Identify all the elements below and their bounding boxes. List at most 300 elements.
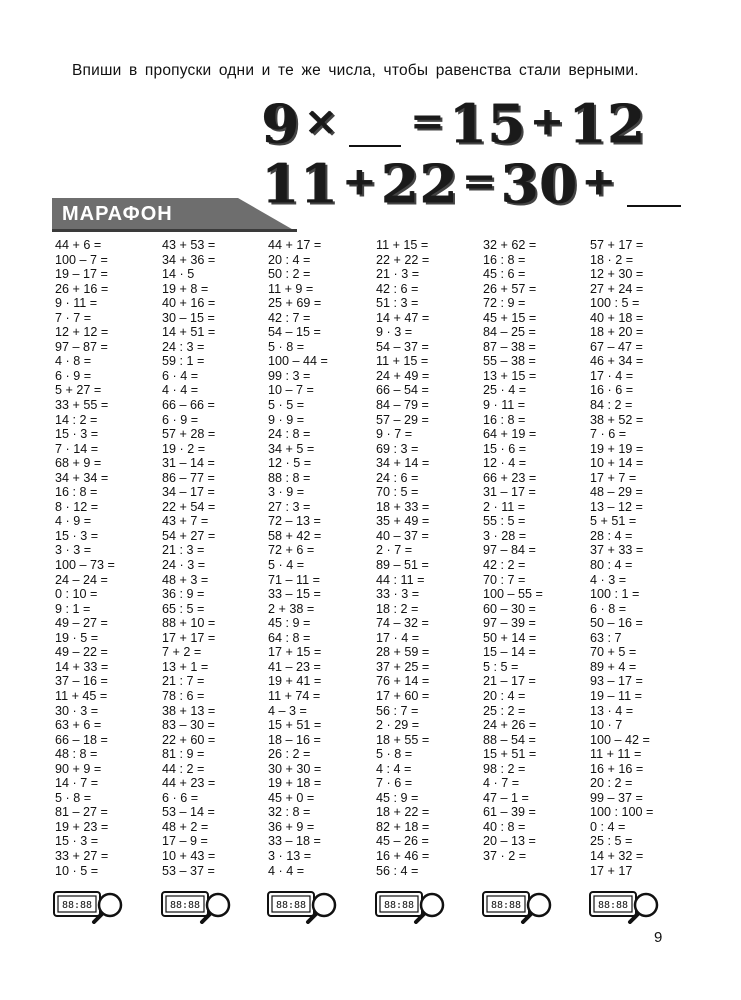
exercise-item: 22 + 22 = [376, 252, 430, 267]
exercise-item: 9 · 11 = [483, 398, 526, 413]
exercise-columns [0, 238, 741, 888]
exercise-item: 3 · 13 = [268, 848, 312, 863]
exercise-column-5 [483, 238, 543, 864]
exercise-item: 40 + 18 = [590, 310, 644, 325]
exercise-item: 66 – 66 = [162, 398, 215, 413]
exercise-item: 47 – 1 = [483, 790, 529, 805]
puzzle1-number-15: 15 [449, 92, 527, 156]
exercise-item: 32 + 62 = [483, 238, 537, 252]
exercise-item: 10 + 14 = [590, 456, 644, 471]
exercise-item: 11 + 15 = [376, 354, 429, 369]
exercise-item: 12 · 5 = [268, 456, 312, 471]
exercise-item: 57 – 29 = [376, 412, 429, 427]
exercise-item: 5 · 5 = [268, 398, 305, 413]
exercise-item: 14 + 32 = [590, 848, 644, 863]
svg-text:88:88: 88:88 [597, 900, 629, 911]
exercise-item: 4 : 4 = [376, 761, 412, 776]
exercise-item: 5 · 4 = [268, 558, 305, 573]
exercise-item: 15 · 3 = [55, 528, 99, 543]
exercise-item: 13 + 15 = [483, 368, 537, 383]
exercise-item: 11 + 45 = [55, 688, 108, 703]
exercise-item: 19 + 19 = [590, 441, 644, 456]
exercise-item: 30 · 3 = [55, 703, 99, 718]
exercise-item: 81 – 27 = [55, 805, 108, 820]
exercise-item: 9 · 7 = [376, 427, 413, 442]
exercise-item: 20 – 13 = [483, 834, 536, 849]
exercise-item: 17 + 17 = [162, 630, 216, 645]
exercise-item: 63 : 7 [590, 630, 622, 645]
exercise-item: 9 · 3 = [376, 325, 413, 340]
exercise-item: 74 – 32 = [376, 616, 429, 631]
exercise-item: 51 : 3 = [376, 296, 419, 311]
exercise-item: 33 + 27 = [55, 848, 109, 863]
exercise-item: 2 + 38 = [268, 601, 315, 616]
exercise-item: 6 · 8 = [590, 601, 627, 616]
exercise-item: 45 – 26 = [376, 834, 429, 849]
exercise-column-2 [162, 238, 215, 878]
exercise-item: 14 + 33 = [55, 659, 109, 674]
exercise-item: 5 : 5 = [483, 659, 519, 674]
exercise-item: 36 : 9 = [162, 587, 205, 602]
exercise-item: 42 : 7 = [268, 310, 311, 325]
exercise-column-1 [55, 238, 115, 878]
exercise-item: 31 – 14 = [162, 456, 215, 471]
exercise-item: 66 + 23 = [483, 470, 537, 485]
exercise-item: 97 – 39 = [483, 616, 536, 631]
exercise-item: 46 + 34 = [590, 354, 644, 369]
exercise-item: 40 : 8 = [483, 819, 526, 834]
exercise-item: 34 + 34 = [55, 470, 109, 485]
exercise-item: 4 · 8 = [55, 354, 92, 369]
exercise-item: 100 – 73 = [55, 558, 115, 573]
svg-text:88:88: 88:88 [169, 900, 201, 911]
exercise-item: 42 : 6 = [376, 281, 419, 296]
exercise-item: 49 – 22 = [55, 645, 108, 660]
puzzle2-plus-sign-2: + [582, 158, 618, 205]
exercise-item: 100 – 44 = [268, 354, 328, 369]
exercise-item: 10 + 43 = [162, 848, 216, 863]
exercise-item: 81 : 9 = [162, 747, 205, 762]
exercise-item: 89 – 51 = [376, 558, 429, 573]
exercise-item: 44 + 23 = [162, 776, 216, 791]
exercise-item: 25 : 2 = [483, 703, 526, 718]
exercise-item: 10 · 7 [590, 718, 623, 733]
exercise-item: 16 : 8 = [483, 412, 526, 427]
exercise-item: 22 + 54 = [162, 499, 216, 514]
exercise-item: 24 : 3 = [162, 339, 205, 354]
exercise-item: 13 · 4 = [590, 703, 634, 718]
section-title: МАРАФОН [62, 203, 173, 225]
exercise-item: 100 – 42 = [590, 732, 650, 747]
exercise-item: 6 · 9 = [162, 412, 199, 427]
exercise-item: 18 + 55 = [376, 732, 430, 747]
exercise-item: 67 – 47 = [590, 339, 643, 354]
exercise-item: 12 + 12 = [55, 325, 109, 340]
exercise-item: 19 + 23 = [55, 819, 109, 834]
exercise-item: 17 – 9 = [162, 834, 208, 849]
exercise-item: 50 – 16 = [590, 616, 643, 631]
timer-magnifier-icon [160, 888, 232, 924]
exercise-item: 72 – 13 = [268, 514, 321, 529]
puzzle-equation-2 [262, 152, 687, 216]
exercise-item: 19 + 41 = [268, 674, 322, 689]
exercise-item: 15 · 6 = [483, 441, 527, 456]
exercise-item: 50 + 14 = [483, 630, 537, 645]
exercise-item: 18 + 33 = [376, 499, 430, 514]
exercise-item: 84 : 2 = [590, 398, 633, 413]
exercise-item: 26 + 16 = [55, 281, 109, 296]
exercise-item: 100 : 1 = [590, 587, 640, 602]
exercise-item: 19 – 17 = [55, 267, 108, 282]
exercise-item: 72 : 9 = [483, 296, 526, 311]
exercise-item: 38 + 52 = [590, 412, 644, 427]
exercise-item: 7 + 2 = [162, 645, 202, 660]
exercise-item: 11 + 74 = [268, 688, 321, 703]
puzzle-equation-1 [262, 92, 646, 156]
instruction-text: Впиши в пропуски одни и те же числа, чтобы равенства стали верными. [72, 62, 639, 79]
exercise-item: 16 : 8 = [483, 252, 526, 267]
exercise-item: 14 · 7 = [55, 776, 99, 791]
exercise-item: 21 : 7 = [162, 674, 205, 689]
exercise-item: 97 – 84 = [483, 543, 536, 558]
exercise-item: 56 : 4 = [376, 863, 419, 878]
exercise-item: 43 + 53 = [162, 238, 216, 252]
exercise-item: 45 : 9 = [268, 616, 311, 631]
exercise-item: 55 – 38 = [483, 354, 536, 369]
exercise-item: 4 · 7 = [483, 776, 520, 791]
exercise-item: 70 : 7 = [483, 572, 526, 587]
exercise-item: 57 + 28 = [162, 427, 216, 442]
exercise-column-4 [376, 238, 429, 878]
puzzle1-blank-field[interactable] [349, 101, 401, 147]
exercise-item: 48 – 29 = [590, 485, 643, 500]
exercise-item: 42 : 2 = [483, 558, 526, 573]
exercise-item: 35 + 49 = [376, 514, 430, 529]
exercise-item: 28 + 59 = [376, 645, 430, 660]
puzzle2-number-11: 11 [262, 152, 340, 216]
exercise-item: 76 + 14 = [376, 674, 430, 689]
exercise-item: 100 : 100 = [590, 805, 654, 820]
timer-magnifier-icon [481, 888, 553, 924]
exercise-item: 90 + 9 = [55, 761, 102, 776]
exercise-item: 69 : 3 = [376, 441, 419, 456]
exercise-item: 25 · 4 = [483, 383, 527, 398]
exercise-item: 88 + 10 = [162, 616, 216, 631]
exercise-item: 43 + 7 = [162, 514, 209, 529]
exercise-item: 72 + 6 = [268, 543, 315, 558]
exercise-item: 28 : 4 = [590, 528, 633, 543]
exercise-item: 65 : 5 = [162, 601, 205, 616]
exercise-item: 15 · 3 = [55, 427, 99, 442]
exercise-item: 17 + 17 [590, 863, 633, 878]
exercise-item: 33 · 3 = [376, 587, 420, 602]
timer-magnifier-icon [52, 888, 124, 924]
exercise-item: 6 · 4 = [162, 368, 199, 383]
svg-text:88:88: 88:88 [61, 900, 93, 911]
exercise-item: 48 + 2 = [162, 819, 209, 834]
exercise-item: 11 + 9 = [268, 281, 314, 296]
exercise-item: 88 – 54 = [483, 732, 536, 747]
exercise-item: 71 – 11 = [268, 572, 320, 587]
exercise-item: 50 : 2 = [268, 267, 311, 282]
puzzle2-equals-sign: = [462, 158, 498, 205]
exercise-item: 99 – 37 = [590, 790, 643, 805]
exercise-item: 5 · 8 = [268, 339, 305, 354]
exercise-item: 61 – 39 = [483, 805, 536, 820]
exercise-item: 13 + 1 = [162, 659, 209, 674]
exercise-item: 17 + 15 = [268, 645, 322, 660]
exercise-item: 18 – 16 = [268, 732, 321, 747]
exercise-item: 24 – 24 = [55, 572, 108, 587]
exercise-item: 84 – 79 = [376, 398, 429, 413]
exercise-item: 38 + 13 = [162, 703, 216, 718]
exercise-column-3 [268, 238, 328, 878]
exercise-item: 57 + 17 = [590, 238, 644, 252]
puzzle1-number-9: 9 [262, 92, 301, 156]
exercise-item: 7 · 14 = [55, 441, 99, 456]
timer-magnifier-icon [588, 888, 660, 924]
exercise-item: 19 · 2 = [162, 441, 206, 456]
exercise-item: 24 : 6 = [376, 470, 419, 485]
exercise-item: 16 · 6 = [590, 383, 634, 398]
exercise-item: 5 + 27 = [55, 383, 102, 398]
svg-text:88:88: 88:88 [383, 900, 415, 911]
exercise-item: 9 · 11 = [55, 296, 98, 311]
exercise-item: 0 : 10 = [55, 587, 98, 602]
exercise-item: 45 : 6 = [483, 267, 526, 282]
exercise-item: 100 – 7 = [55, 252, 108, 267]
exercise-item: 14 + 47 = [376, 310, 430, 325]
exercise-item: 19 · 5 = [55, 630, 99, 645]
exercise-item: 30 – 15 = [162, 310, 215, 325]
exercise-item: 17 · 4 = [376, 630, 420, 645]
section-banner [52, 198, 297, 232]
exercise-item: 34 + 14 = [376, 456, 430, 471]
exercise-item: 59 : 1 = [162, 354, 205, 369]
exercise-item: 45 + 0 = [268, 790, 315, 805]
exercise-item: 64 : 8 = [268, 630, 311, 645]
exercise-item: 2 · 7 = [376, 543, 413, 558]
exercise-item: 41 – 23 = [268, 659, 321, 674]
exercise-item: 16 + 46 = [376, 848, 430, 863]
exercise-item: 66 – 54 = [376, 383, 429, 398]
exercise-item: 32 : 8 = [268, 805, 311, 820]
exercise-item: 27 + 24 = [590, 281, 644, 296]
exercise-item: 48 + 3 = [162, 572, 209, 587]
exercise-item: 37 – 16 = [55, 674, 108, 689]
timer-magnifier-icon [266, 888, 338, 924]
exercise-item: 0 : 4 = [590, 819, 626, 834]
exercise-item: 24 + 49 = [376, 368, 430, 383]
exercise-item: 83 – 30 = [162, 718, 215, 733]
exercise-item: 3 · 3 = [55, 543, 92, 558]
exercise-item: 17 + 7 = [590, 470, 637, 485]
exercise-item: 15 + 51 = [268, 718, 322, 733]
exercise-item: 22 + 60 = [162, 732, 216, 747]
exercise-item: 18 · 2 = [590, 252, 634, 267]
puzzle2-plus-sign-1: + [343, 158, 378, 205]
exercise-column-6 [590, 238, 653, 878]
exercise-item: 64 + 19 = [483, 427, 537, 442]
exercise-item: 34 + 5 = [268, 441, 315, 456]
exercise-item: 100 : 5 = [590, 296, 640, 311]
exercise-item: 15 + 51 = [483, 747, 537, 762]
exercise-item: 78 : 6 = [162, 688, 205, 703]
exercise-item: 21 – 17 = [483, 674, 536, 689]
exercise-item: 7 · 6 = [376, 776, 413, 791]
exercise-item: 53 – 14 = [162, 805, 215, 820]
exercise-item: 18 : 2 = [376, 601, 419, 616]
exercise-item: 40 – 37 = [376, 528, 429, 543]
exercise-item: 9 : 1 = [55, 601, 91, 616]
exercise-item: 2 · 29 = [376, 718, 420, 733]
exercise-item: 18 + 20 = [590, 325, 644, 340]
exercise-item: 58 + 42 = [268, 528, 322, 543]
exercise-item: 4 – 3 = [268, 703, 307, 718]
exercise-item: 54 – 15 = [268, 325, 321, 340]
exercise-item: 3 · 9 = [268, 485, 305, 500]
exercise-item: 33 – 18 = [268, 834, 321, 849]
exercise-item: 7 · 7 = [55, 310, 92, 325]
exercise-item: 4 · 4 = [268, 863, 305, 878]
page-number: 9 [654, 929, 663, 946]
exercise-item: 60 – 30 = [483, 601, 536, 616]
exercise-item: 66 – 18 = [55, 732, 108, 747]
exercise-item: 56 : 7 = [376, 703, 419, 718]
exercise-item: 55 : 5 = [483, 514, 526, 529]
exercise-item: 4 · 4 = [162, 383, 199, 398]
exercise-item: 70 + 5 = [590, 645, 637, 660]
puzzle1-equals-sign: = [411, 98, 446, 145]
exercise-item: 9 · 9 = [268, 412, 305, 427]
exercise-item: 70 : 5 = [376, 485, 419, 500]
exercise-item: 20 : 2 = [590, 776, 633, 791]
exercise-item: 24 · 3 = [162, 558, 206, 573]
svg-text:88:88: 88:88 [490, 900, 522, 911]
exercise-item: 44 : 11 = [376, 572, 425, 587]
exercise-item: 20 : 4 = [268, 252, 311, 267]
exercise-item: 45 : 9 = [376, 790, 419, 805]
exercise-item: 63 + 6 = [55, 718, 102, 733]
exercise-item: 5 · 8 = [55, 790, 92, 805]
exercise-item: 87 – 38 = [483, 339, 536, 354]
exercise-item: 30 + 30 = [268, 761, 322, 776]
exercise-item: 8 · 12 = [55, 499, 99, 514]
exercise-item: 21 : 3 = [162, 543, 205, 558]
exercise-item: 10 · 5 = [55, 863, 99, 878]
exercise-item: 82 + 18 = [376, 819, 430, 834]
exercise-item: 14 : 2 = [55, 412, 98, 427]
exercise-item: 53 – 37 = [162, 863, 215, 878]
puzzle1-times-sign: × [304, 98, 340, 145]
puzzle2-number-30: 30 [501, 152, 579, 216]
exercise-item: 19 + 8 = [162, 281, 209, 296]
exercise-item: 33 – 15 = [268, 587, 321, 602]
exercise-item: 34 + 36 = [162, 252, 216, 267]
svg-text:88:88: 88:88 [275, 900, 307, 911]
exercise-item: 26 : 2 = [268, 747, 311, 762]
exercise-item: 17 + 60 = [376, 688, 430, 703]
exercise-item: 14 + 51 = [162, 325, 216, 340]
exercise-item: 40 + 16 = [162, 296, 216, 311]
exercise-item: 10 – 7 = [268, 383, 314, 398]
exercise-item: 37 · 2 = [483, 848, 527, 863]
exercise-item: 44 + 17 = [268, 238, 322, 252]
exercise-item: 84 – 25 = [483, 325, 536, 340]
exercise-item: 11 + 11 = [590, 747, 642, 762]
exercise-item: 5 + 51 = [590, 514, 637, 529]
exercise-item: 6 · 9 = [55, 368, 92, 383]
exercise-item: 12 + 30 = [590, 267, 644, 282]
exercise-item: 89 + 4 = [590, 659, 637, 674]
exercise-item: 54 + 27 = [162, 528, 216, 543]
exercise-item: 19 + 18 = [268, 776, 322, 791]
exercise-item: 48 : 8 = [55, 747, 98, 762]
exercise-item: 100 – 55 = [483, 587, 543, 602]
exercise-item: 99 : 3 = [268, 368, 311, 383]
timer-magnifier-icon [374, 888, 446, 924]
exercise-item: 27 : 3 = [268, 499, 311, 514]
puzzle2-number-22: 22 [381, 152, 459, 216]
exercise-item: 16 + 16 = [590, 761, 644, 776]
exercise-item: 49 – 27 = [55, 616, 108, 631]
exercise-item: 15 – 14 = [483, 645, 536, 660]
exercise-item: 18 + 22 = [376, 805, 430, 820]
exercise-item: 86 – 77 = [162, 470, 215, 485]
exercise-item: 17 · 4 = [590, 368, 634, 383]
exercise-item: 68 + 9 = [55, 456, 102, 471]
exercise-item: 5 · 8 = [376, 747, 413, 762]
exercise-item: 4 · 3 = [590, 572, 627, 587]
exercise-item: 14 · 5 [162, 267, 195, 282]
exercise-item: 54 – 37 = [376, 339, 429, 354]
exercise-item: 80 : 4 = [590, 558, 633, 573]
exercise-item: 37 + 33 = [590, 543, 644, 558]
exercise-item: 88 : 8 = [268, 470, 311, 485]
exercise-item: 98 : 2 = [483, 761, 526, 776]
exercise-item: 37 + 25 = [376, 659, 430, 674]
puzzle2-blank-field[interactable] [627, 161, 681, 207]
exercise-item: 15 · 3 = [55, 834, 99, 849]
exercise-item: 25 : 5 = [590, 834, 633, 849]
exercise-item: 24 : 8 = [268, 427, 311, 442]
exercise-item: 33 + 55 = [55, 398, 109, 413]
exercise-item: 45 + 15 = [483, 310, 537, 325]
exercise-item: 26 + 57 = [483, 281, 537, 296]
exercise-item: 93 – 17 = [590, 674, 643, 689]
exercise-item: 7 · 6 = [590, 427, 627, 442]
exercise-item: 12 · 4 = [483, 456, 527, 471]
exercise-item: 3 · 28 = [483, 528, 527, 543]
exercise-item: 11 + 15 = [376, 238, 429, 252]
exercise-item: 24 + 26 = [483, 718, 537, 733]
exercise-item: 44 : 2 = [162, 761, 205, 776]
exercise-item: 16 : 8 = [55, 485, 98, 500]
exercise-item: 4 · 9 = [55, 514, 92, 529]
exercise-item: 21 · 3 = [376, 267, 420, 282]
exercise-item: 6 · 6 = [162, 790, 199, 805]
puzzle1-plus-sign: + [530, 98, 566, 145]
exercise-item: 34 – 17 = [162, 485, 215, 500]
exercise-item: 97 – 87 = [55, 339, 108, 354]
exercise-item: 36 + 9 = [268, 819, 315, 834]
exercise-item: 2 · 11 = [483, 499, 526, 514]
exercise-item: 44 + 6 = [55, 238, 102, 252]
exercise-item: 19 – 11 = [590, 688, 642, 703]
exercise-item: 20 : 4 = [483, 688, 526, 703]
exercise-item: 13 – 12 = [590, 499, 643, 514]
exercise-item: 31 – 17 = [483, 485, 536, 500]
